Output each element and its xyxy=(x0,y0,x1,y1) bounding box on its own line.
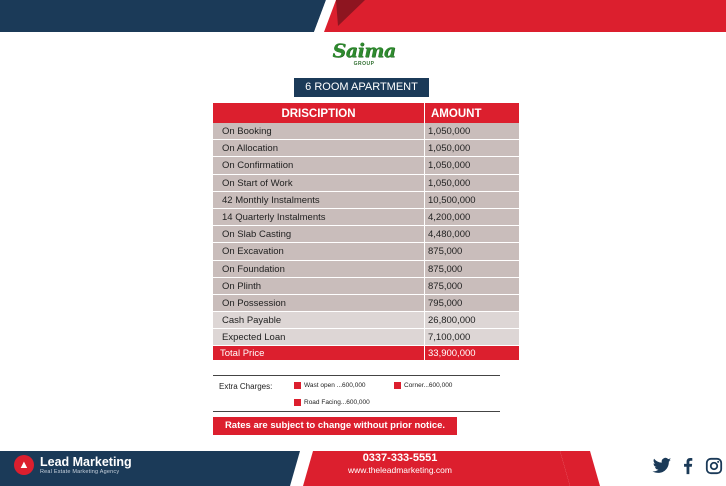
price-notice: Rates are subject to change without prior notice. xyxy=(213,417,457,435)
table-row xyxy=(213,140,519,157)
table-row xyxy=(213,278,519,295)
brand-tagline: Real Estate Marketing Agency xyxy=(40,469,120,475)
bullet-square-icon xyxy=(394,382,401,389)
row-amount: 875,000 xyxy=(428,263,463,275)
row-label: On Foundation xyxy=(213,261,425,277)
brand-name: Lead Marketing xyxy=(40,455,132,469)
row-amount: 7,100,000 xyxy=(428,332,471,344)
header-amount: AMOUNT xyxy=(431,108,482,120)
top-banner xyxy=(0,0,726,32)
row-amount: 875,000 xyxy=(428,280,463,292)
table-row xyxy=(213,175,519,192)
lead-marketing-brand[interactable] xyxy=(14,455,132,475)
row-label: 42 Monthly Instalments xyxy=(213,192,425,208)
table-row xyxy=(213,192,519,209)
social-links xyxy=(652,457,724,475)
table-row xyxy=(213,261,519,278)
table-row xyxy=(213,243,519,260)
extra-charges-label: Extra Charges: xyxy=(219,382,273,391)
table-header xyxy=(213,103,519,123)
page-title: 6 ROOM APARTMENT xyxy=(294,78,429,97)
bullet-square-icon xyxy=(294,382,301,389)
table-row xyxy=(213,123,519,140)
phone-number[interactable]: 0337-333-5551 xyxy=(362,452,438,464)
row-label: On Plinth xyxy=(213,278,425,294)
row-label: Expected Loan xyxy=(213,329,425,345)
row-label: On Possession xyxy=(213,295,425,311)
extra-charges xyxy=(213,375,500,412)
row-amount: 1,050,000 xyxy=(428,126,471,137)
row-label: On Allocation xyxy=(213,140,425,156)
row-amount: 10,500,000 xyxy=(428,194,476,206)
total-amount: 33,900,000 xyxy=(428,348,476,360)
saima-group-logo xyxy=(332,42,396,70)
lead-marketing-logo-icon: ▲ xyxy=(14,455,34,475)
table-row xyxy=(213,329,519,346)
row-amount: 1,050,000 xyxy=(428,143,471,155)
twitter-icon[interactable] xyxy=(652,457,672,475)
row-label: On Slab Casting xyxy=(213,226,425,242)
extra-charge-item xyxy=(294,399,370,406)
table-row xyxy=(213,226,519,243)
row-label: On Booking xyxy=(213,123,425,139)
row-label: On Start of Work xyxy=(213,175,425,191)
table-row xyxy=(213,295,519,312)
extra-charge-item xyxy=(294,382,366,389)
row-label: Cash Payable xyxy=(213,312,425,328)
total-row xyxy=(213,346,519,361)
table-row xyxy=(213,209,519,226)
payment-plan-table xyxy=(213,103,519,361)
row-amount: 875,000 xyxy=(428,246,463,258)
row-label: 14 Quarterly Instalments xyxy=(213,209,425,225)
extra-charge-text: Road Facing...600,000 xyxy=(304,399,370,406)
logo-sub: GROUP xyxy=(353,61,375,67)
table-row xyxy=(213,157,519,174)
header-description: DRISCIPTION xyxy=(213,103,425,123)
row-amount: 4,200,000 xyxy=(428,211,471,223)
instagram-icon[interactable] xyxy=(704,457,724,475)
bullet-square-icon xyxy=(294,399,301,406)
row-amount: 1,050,000 xyxy=(428,160,471,172)
row-amount: 4,480,000 xyxy=(428,229,471,241)
row-amount: 795,000 xyxy=(428,297,463,309)
row-label: On Excavation xyxy=(213,243,425,259)
facebook-icon[interactable] xyxy=(678,457,698,475)
total-label: Total Price xyxy=(213,346,425,360)
table-row xyxy=(213,312,519,329)
row-amount: 26,800,000 xyxy=(428,315,476,327)
row-amount: 1,050,000 xyxy=(428,177,471,189)
logo-word: Saima xyxy=(332,40,396,62)
row-label: On Confirmatiion xyxy=(213,157,425,173)
website-link[interactable]: www.theleadmarketing.com xyxy=(348,465,452,475)
extra-charge-text: Corner...600,000 xyxy=(404,382,453,389)
extra-charge-text: Wast open ...600,000 xyxy=(304,382,366,389)
extra-charge-item xyxy=(394,382,452,389)
